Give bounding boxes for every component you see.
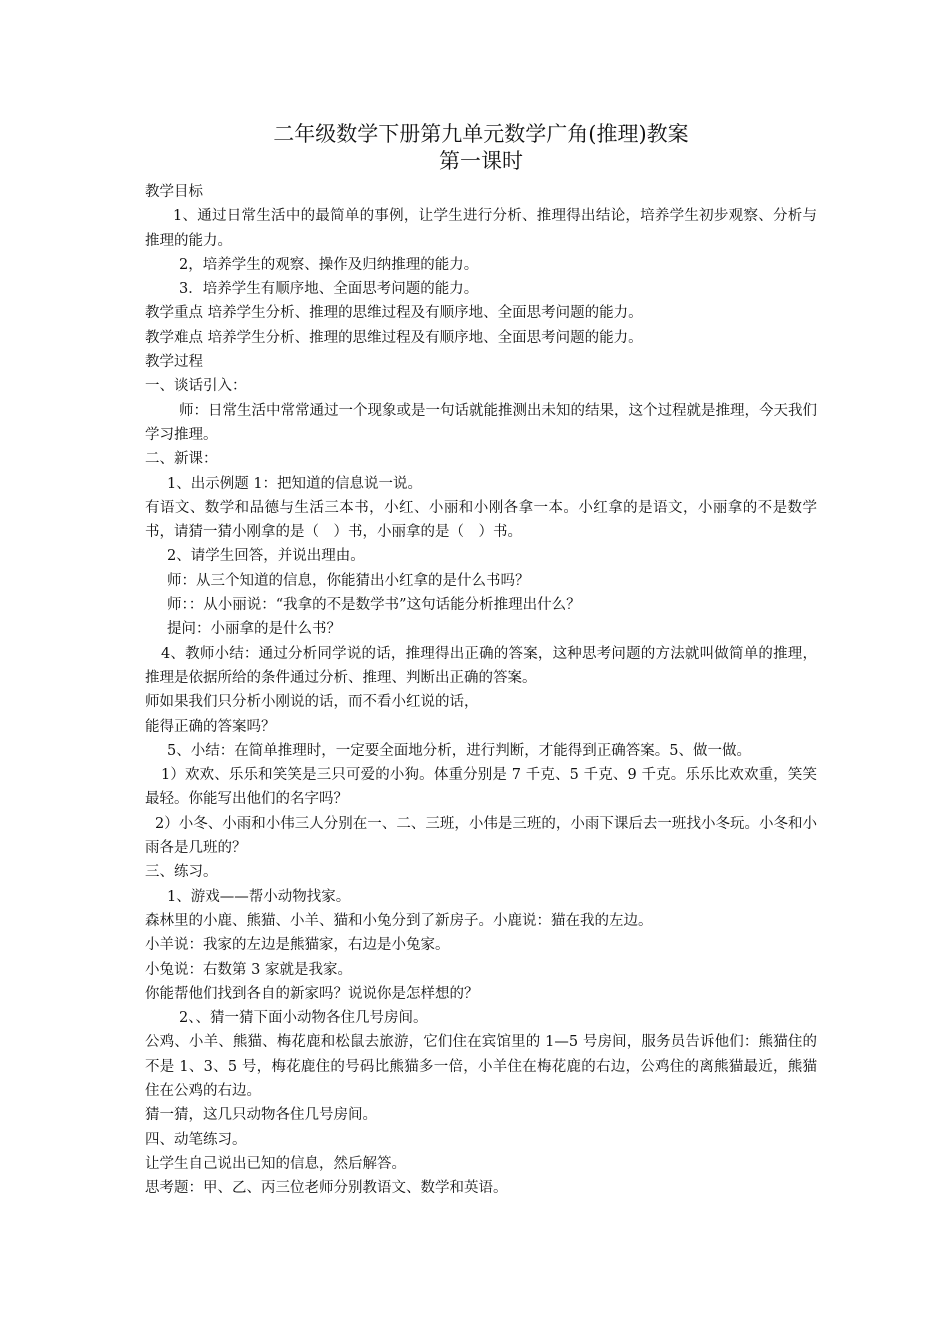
paragraph: 二、新课： — [145, 451, 218, 468]
paragraph: 师：日常生活中常常通过一个现象或是一句话就能推测出未知的结果，这个过程就是推理，今天我们学习推理。 — [145, 402, 817, 443]
paragraph: 小兔说：右数第 3 家就是我家。 — [145, 961, 352, 978]
paragraph: 教学难点 培养学生分析、推理的思维过程及有顺序地、全面思考问题的能力。 — [145, 329, 643, 346]
paragraph: 5、小结：在简单推理时，一定要全面地分析，进行判断，才能得到正确答案。5、做一做。 — [167, 742, 751, 759]
paragraph: 四、动笔练习。 — [145, 1131, 247, 1148]
paragraph: 教学过程 — [145, 354, 203, 371]
paragraph: 1、游戏——帮小动物找家。 — [167, 888, 351, 905]
paragraph: 让学生自己说出已知的信息，然后解答。 — [145, 1155, 406, 1172]
paragraph: 思考题：甲、乙、丙三位老师分别教语文、数学和英语。 — [145, 1180, 508, 1197]
paragraph: 有语文、数学和品德与生活三本书，小红、小丽和小刚各拿一本。小红拿的是语文，小丽拿的不是数学书，请猜一猜小刚拿的是（ ）书，小丽拿的是（ ）书。 — [145, 499, 817, 541]
document-body — [145, 180, 817, 1200]
paragraph: 2）小冬、小雨和小伟三人分别在一、二、三班，小伟是三班的，小雨下课后去一班找小冬玩。小冬和小雨各是几班的？ — [145, 815, 817, 857]
paragraph: 3．培养学生有顺序地、全面思考问题的能力。 — [179, 281, 479, 298]
paragraph: 三、练习。 — [145, 864, 218, 881]
paragraph: 2、、猜一猜下面小动物各住几号房间。 — [179, 1010, 428, 1027]
paragraph: 你能帮他们找到各自的新家吗？说说你是怎样想的？ — [145, 985, 479, 1002]
paragraph: 一、谈话引入： — [145, 378, 247, 395]
paragraph: 提问：小丽拿的是什么书？ — [167, 621, 341, 638]
paragraph: 4、教师小结：通过分析同学说的话，推理得出正确的答案，这种思考问题的方法就叫做简单的推理，推理是依据所给的条件通过分析、推理、判断出正确的答案。 — [145, 645, 817, 686]
document-page — [145, 120, 817, 1200]
paragraph: 教学重点 培养学生分析、推理的思维过程及有顺序地、全面思考问题的能力。 — [145, 305, 643, 322]
paragraph: 森林里的小鹿、熊猫、小羊、猫和小兔分到了新房子。小鹿说：猫在我的左边。 — [145, 912, 653, 929]
document-subtitle: 第一课时 — [439, 149, 523, 173]
paragraph: 小羊说：我家的左边是熊猫家，右边是小兔家。 — [145, 937, 450, 954]
paragraph: 教学目标 — [145, 184, 203, 200]
paragraph: 2，培养学生的观察、操作及归纳推理的能力。 — [179, 256, 479, 273]
paragraph: 师：从三个知道的信息，你能猜出小红拿的是什么书吗？ — [167, 572, 530, 589]
paragraph: 师：：从小丽说：“我拿的不是数学书”这句话能分析推理出什么？ — [167, 597, 581, 614]
paragraph: 2、请学生回答，并说出理由。 — [167, 548, 365, 565]
paragraph: 1）欢欢、乐乐和笑笑是三只可爱的小狗。体重分别是 7 千克、5 千克、9 千克。乐乐比欢欢重，笑笑最轻。你能写出他们的名字吗？ — [145, 767, 817, 808]
paragraph: 1、出示例题 1：把知道的信息说一说。 — [167, 475, 423, 492]
paragraph: 1、通过日常生活中的最简单的事例，让学生进行分析、推理得出结论，培养学生初步观察、分析与推理的能力。 — [145, 208, 817, 249]
document-title: 二年级数学下册第九单元数学广角(推理)教案 — [273, 122, 689, 146]
paragraph: 师如果我们只分析小刚说的话，而不看小红说的话， — [145, 694, 479, 711]
paragraph: 公鸡、小羊、熊猫、梅花鹿和松鼠去旅游，它们住在宾馆里的 1—5 号房间，服务员告诉他们：熊猫住的不是 1、3、5 号，梅花鹿住的号码比熊猫多一倍，小羊住在梅花鹿的右边，公鸡住的离熊猫最近，熊猫住在公鸡的右边。 — [145, 1034, 817, 1099]
paragraph: 能得正确的答案吗？ — [145, 718, 276, 735]
paragraph: 猜一猜，这几只动物各住几号房间。 — [145, 1107, 377, 1124]
